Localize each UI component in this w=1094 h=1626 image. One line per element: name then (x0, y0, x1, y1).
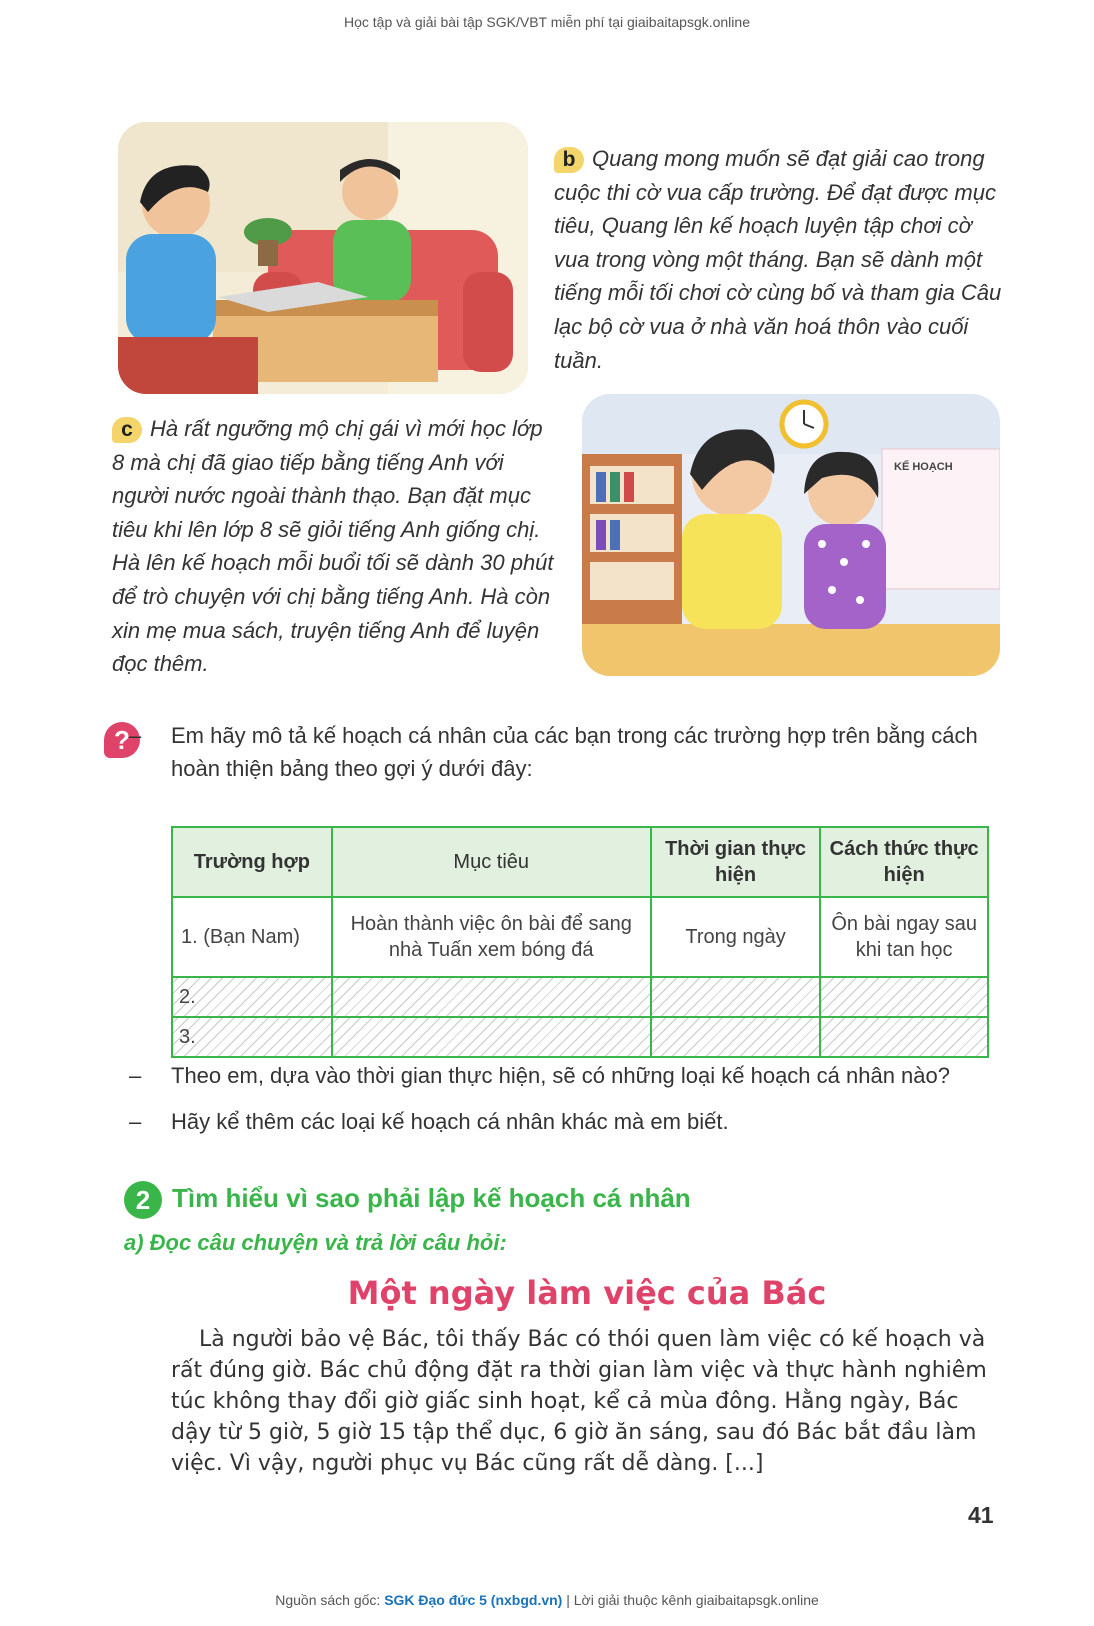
page-number: 41 (968, 1502, 994, 1528)
table-cell-empty (332, 977, 651, 1017)
table-row (172, 1017, 988, 1057)
table-cell-empty (820, 977, 988, 1017)
question-3-text: Hãy kể thêm các loại kế hoạch cá nhân khác mà em biết. (171, 1109, 729, 1134)
footer-prefix: Nguồn sách gốc: (275, 1592, 385, 1608)
question-1 (129, 719, 1001, 785)
table-cell: 3. (172, 1017, 332, 1057)
table-cell: Hoàn thành việc ôn bài để sang nhà Tuấn xem bóng đá (332, 897, 651, 977)
plan-table (171, 826, 989, 1058)
section-number: 2 (124, 1181, 162, 1219)
case-c-badge: c (112, 417, 142, 443)
dash-marker: – (129, 1063, 142, 1088)
table-cell: 2. (172, 977, 332, 1017)
table-cell: Ôn bài ngay sau khi tan học (820, 897, 988, 977)
table-cell-empty (820, 1017, 988, 1057)
story-title: Một ngày làm việc của Bác (347, 1274, 827, 1312)
table-header: Trường hợp (172, 827, 332, 897)
board-label: KẾ HOẠCH (894, 461, 953, 473)
table-row (172, 977, 988, 1017)
illustration-sisters (582, 394, 1000, 676)
table-header: Thời gian thực hiện (651, 827, 821, 897)
table-cell-empty (651, 977, 821, 1017)
case-b (554, 142, 1004, 377)
dash-marker: – (129, 723, 142, 748)
section-title: Tìm hiểu vì sao phải lập kế hoạch cá nhân (172, 1183, 691, 1213)
table-cell: 1. (Bạn Nam) (172, 897, 332, 977)
dash-marker: – (129, 1109, 142, 1134)
table-cell-empty (651, 1017, 821, 1057)
case-b-badge: b (554, 147, 584, 173)
story-text: Là người bảo vệ Bác, tôi thấy Bác có thói quen làm việc có kế hoạch và rất đúng giờ. Bác chủ động đặt ra thời gian làm việc và thực hành nghiêm túc không thay đổi giờ giấc sinh hoạt, kể cả mùa đông. Hằng ngày, Bác dậy từ 5 giờ, 5 giờ 15 tập thể dục, 6 giờ ăn sáng, sau đó Bác bắt đầu làm việc. Vì vậy, người phục vụ Bác cũng rất dễ dàng. [...] (171, 1327, 987, 1476)
case-c-text: Hà rất ngưỡng mộ chị gái vì mới học lớp 8 mà chị đã giao tiếp bằng tiếng Anh với người nước ngoài thành thạo. Bạn đặt mục tiêu khi lên lớp 8 sẽ giỏi tiếng Anh giống chị. Hà lên kế hoạch mỗi buổi tối sẽ dành 30 phút để trò chuyện với chị bằng tiếng Anh. Hà còn xin mẹ mua sách, truyện tiếng Anh để luyện đọc thêm. (112, 416, 554, 677)
case-c (112, 412, 560, 681)
table-header: Cách thức thực hiện (820, 827, 988, 897)
question-2-text: Theo em, dựa vào thời gian thực hiện, sẽ có những loại kế hoạch cá nhân nào? (171, 1063, 951, 1088)
question-2 (129, 1059, 1001, 1092)
footer-source-link[interactable]: SGK Đạo đức 5 (nxbgd.vn) (384, 1592, 563, 1608)
table-header: Mục tiêu (332, 827, 651, 897)
question-3 (129, 1105, 1001, 1138)
footer-suffix: | Lời giải thuộc kênh giaibaitapsgk.online (562, 1592, 819, 1608)
header-note: Học tập và giải bài tập SGK/VBT miễn phí tại giaibaitapsgk.online (344, 14, 750, 30)
illustration-chess (118, 122, 528, 394)
question-1-text: Em hãy mô tả kế hoạch cá nhân của các bạn trong các trường hợp trên bằng cách hoàn thiện bảng theo gợi ý dưới đây: (171, 723, 978, 781)
case-b-text: Quang mong muốn sẽ đạt giải cao trong cuộc thi cờ vua cấp trường. Để đạt được mục tiêu, Quang lên kế hoạch luyện tập chơi cờ vua trong vòng một tháng. Bạn sẽ dành một tiếng mỗi tối chơi cờ cùng bố và tham gia Câu lạc bộ cờ vua ở nhà văn hoá thôn vào cuối tuần. (554, 146, 1002, 373)
question-icon: ? (104, 722, 140, 758)
footer-note (0, 1592, 1094, 1608)
table-cell: Trong ngày (651, 897, 821, 977)
sub-heading-a: a) Đọc câu chuyện và trả lời câu hỏi: (124, 1230, 507, 1255)
table-row (172, 897, 988, 977)
table-cell-empty (332, 1017, 651, 1057)
table-header-row (172, 827, 988, 897)
